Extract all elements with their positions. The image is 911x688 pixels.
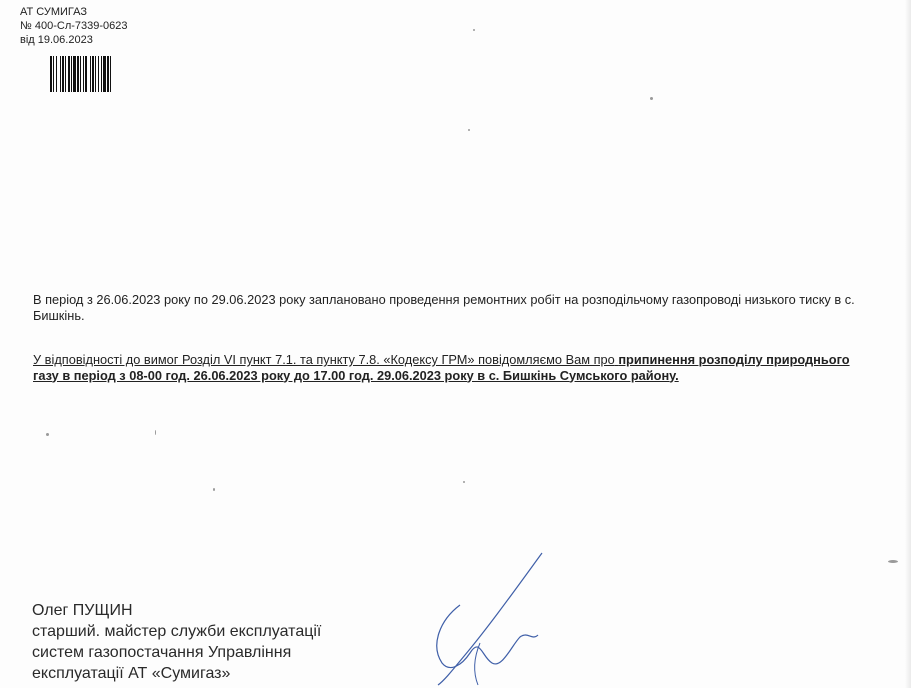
barcode-bar (98, 56, 99, 92)
page-edge-shadow (905, 0, 911, 688)
paragraph-gas-suspension (33, 352, 863, 383)
barcode-bar (101, 56, 102, 92)
scan-speck (155, 430, 156, 435)
document-date: від 19.06.2023 (20, 34, 93, 46)
barcode-bar (53, 56, 54, 92)
barcode-bar (95, 56, 96, 92)
paragraph-suspension-bold: припинення розподілу природнього газу в період з 08-00 год. 26.06.2023 року до 17.00 год. 29.06.2023 року в с. Бишкінь Сумського району. (33, 352, 850, 383)
barcode-bar (110, 56, 111, 92)
scan-speck (650, 97, 653, 100)
barcode-bar (50, 56, 52, 92)
barcode-bar (80, 56, 81, 92)
barcode-bar (92, 56, 94, 92)
barcode-bar (68, 56, 70, 92)
barcode-bar (73, 56, 76, 92)
barcode-bar (56, 56, 57, 92)
barcode-bar (90, 56, 91, 92)
scan-speck (463, 481, 465, 483)
barcode-bar (60, 56, 61, 92)
scan-speck (888, 560, 898, 563)
barcode-bar (85, 56, 87, 92)
document-number: № 400-Сл-7339-0623 (20, 20, 128, 32)
signatory-title-line-2: систем газопостачання Управління (32, 644, 292, 661)
barcode-bar (103, 56, 106, 92)
scan-speck (468, 129, 470, 131)
handwritten-signature (420, 545, 560, 688)
scan-speck (473, 29, 475, 31)
paragraph-repair-notice: В період з 26.06.2023 року по 29.06.2023 року заплановано проведення ремонтних робіт на розподільчому газопроводі низького тиску в с. Бишкінь. (33, 292, 855, 323)
barcode-bar (77, 56, 79, 92)
barcode-bar (65, 56, 66, 92)
signatory-name: Олег ПУЩИН (32, 602, 133, 619)
company-name: АТ СУМИГАЗ (20, 6, 87, 18)
scan-speck (46, 433, 49, 436)
signatory-block (32, 600, 321, 684)
signatory-title-line-1: старший. майстер служби експлуатації (32, 623, 322, 640)
barcode-bar (107, 56, 109, 92)
barcode-image (50, 56, 163, 92)
letter-header (20, 5, 128, 47)
barcode-bar (83, 56, 84, 92)
signatory-title-line-3: експлуатації АТ «Сумигаз» (32, 665, 231, 682)
barcode-bar (62, 56, 64, 92)
paragraph-reference: У відповідності до вимог Розділ VI пункт 7.1. та пункту 7.8. «Кодексу ГРМ» повідомляємо Вам про (33, 352, 615, 367)
barcode-bar (71, 56, 72, 92)
scan-speck (213, 488, 215, 491)
